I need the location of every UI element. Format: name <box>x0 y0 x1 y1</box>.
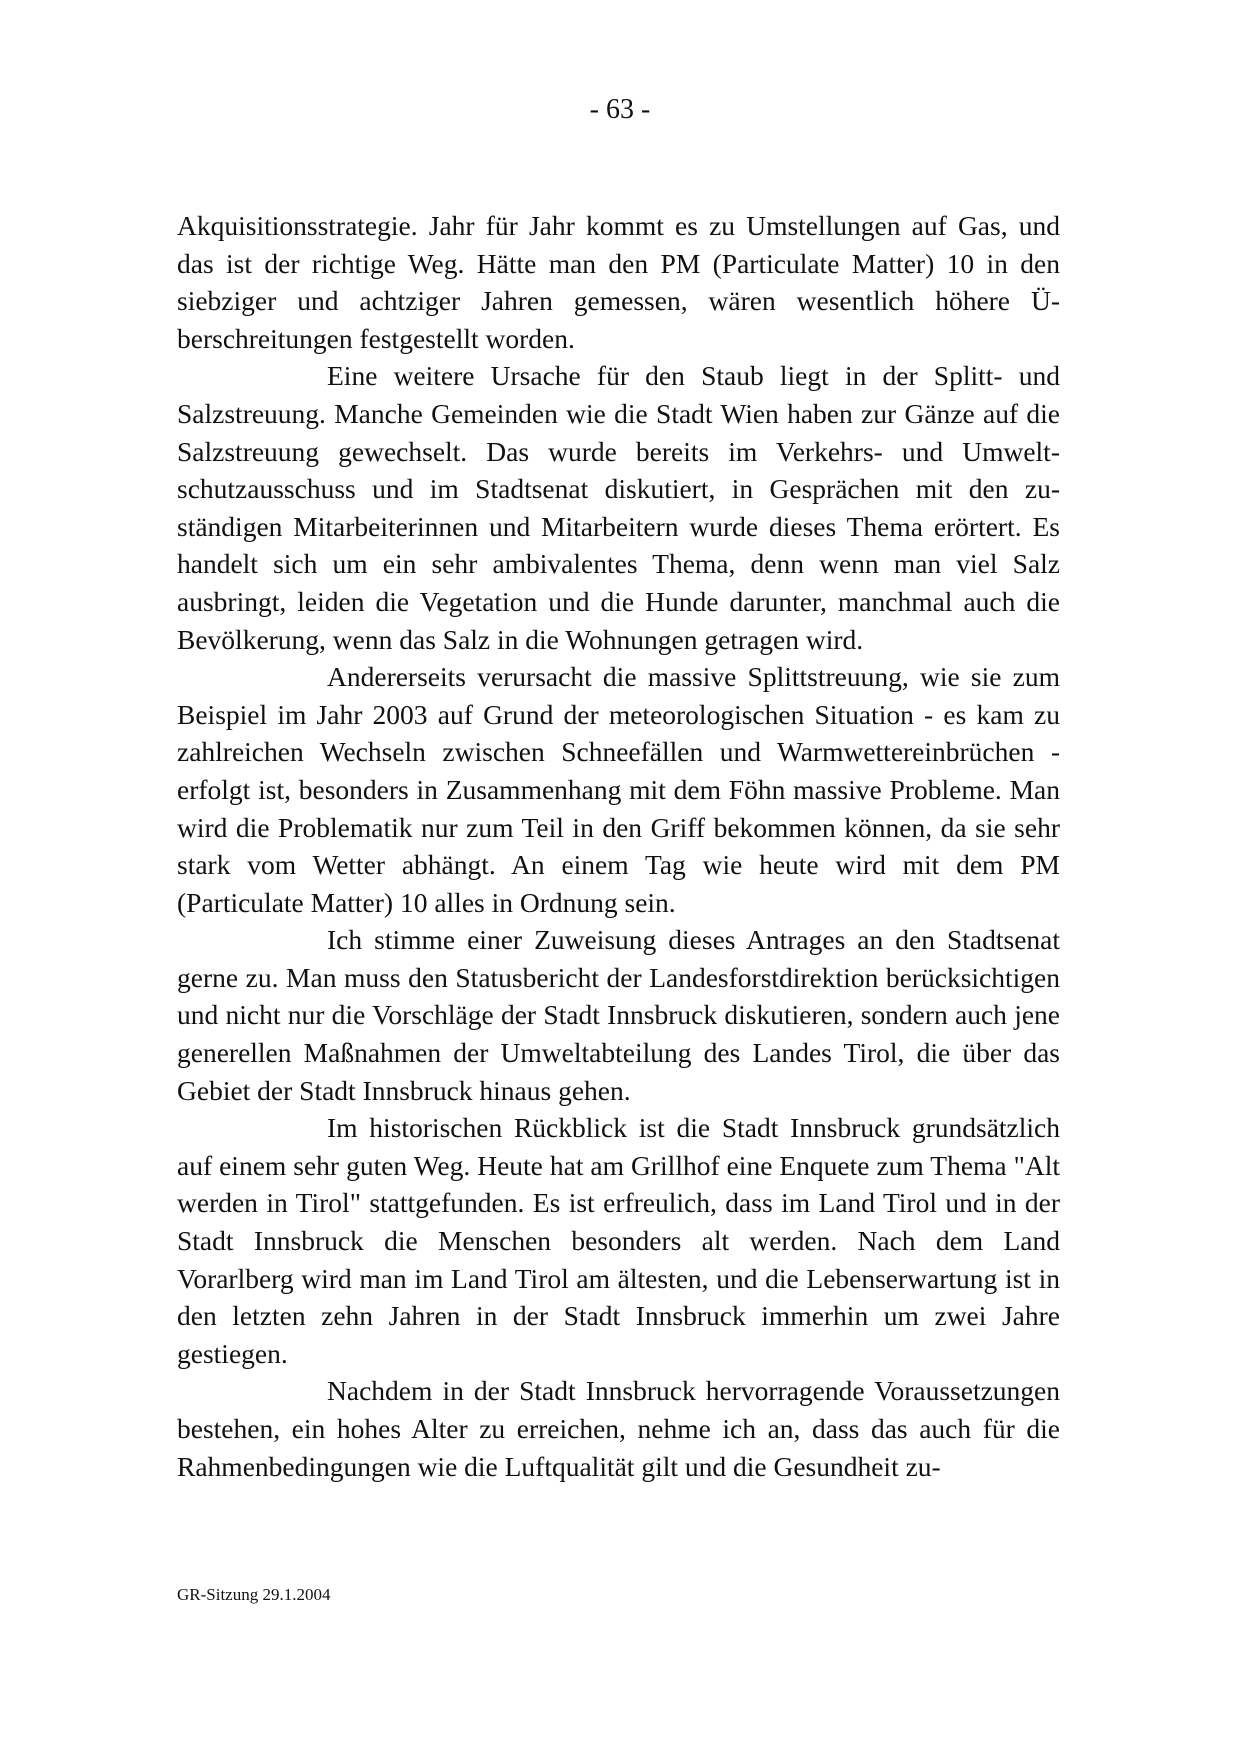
paragraph-2: Eine weitere Ursache für den Staub liegt in der Splitt- und Salzstreuung. Manche Gemeinden wie die Stadt Wien haben zur Gänze auf die Salzstreuung gewechselt. Das wurde bereits im Verkehrs- und Umweltschutzausschuss und im Stadtsenat diskutiert, in Gesprächen mit den zuständigen Mitarbeiterinnen und Mitarbeitern wurde dieses Thema erörtert. Es handelt sich um ein sehr ambivalentes Thema, denn wenn man viel Salz ausbringt, leiden die Vegetation und die Hunde darunter, manchmal auch die Bevölkerung, wenn das Salz in die Wohnungen getragen wird. <box>177 360 1060 655</box>
paragraph-5: Im historischen Rückblick ist die Stadt Innsbruck grundsätzlich auf einem sehr guten Weg. Heute hat am Grillhof eine Enquete zum Thema "Alt werden in Tirol" stattgefunden. Es ist erfreulich, dass im Land Tirol und in der Stadt Innsbruck die Menschen besonders alt werden. Nach dem Land Vorarlberg wird man im Land Tirol am ältesten, und die Lebenserwartung ist in den letzten zehn Jahren in der Stadt Innsbruck immerhin um zwei Jahre gestiegen. <box>177 1112 1060 1369</box>
paragraph-6: Nachdem in der Stadt Innsbruck hervorragende Voraussetzungen bestehen, ein hohes Alter zu erreichen, nehme ich an, dass das auch für die Rahmenbedingungen wie die Luftqualität gilt und die Gesundheit zu- <box>177 1375 1060 1482</box>
paragraph-1: Akquisitionsstrategie. Jahr für Jahr kommt es zu Umstellungen auf Gas, und das ist der richtige Weg. Hätte man den PM (Particulate Matter) 10 in den siebziger und achtziger Jahren gemessen, wären wesentlich höhere Überschreitungen festgestellt worden. <box>177 210 1060 354</box>
footer-session-date: GR-Sitzung 29.1.2004 <box>177 1585 331 1604</box>
paragraph-4: Ich stimme einer Zuweisung dieses Antrages an den Stadtsenat gerne zu. Man muss den Statusbericht der Landesforstdirektion berücksichtigen und nicht nur die Vorschläge der Stadt Innsbruck diskutieren, sondern auch jene generellen Maßnahmen der Umweltabteilung des Landes Tirol, die über das Gebiet der Stadt Innsbruck hinaus gehen. <box>177 924 1060 1106</box>
body-text <box>177 207 1060 1485</box>
page-number: - 63 - <box>589 94 651 125</box>
paragraph-3: Andererseits verursacht die massive Splittstreuung, wie sie zum Beispiel im Jahr 2003 auf Grund der meteorologischen Situation - es kam zu zahlreichen Wechseln zwischen Schneefällen und Warmwettereinbrüchen - erfolgt ist, besonders in Zusammenhang mit dem Föhn massive Probleme. Man wird die Problematik nur zum Teil in den Griff bekommen können, da sie sehr stark vom Wetter abhängt. An einem Tag wie heute wird mit dem PM (Particulate Matter) 10 alles in Ordnung sein. <box>177 661 1060 918</box>
